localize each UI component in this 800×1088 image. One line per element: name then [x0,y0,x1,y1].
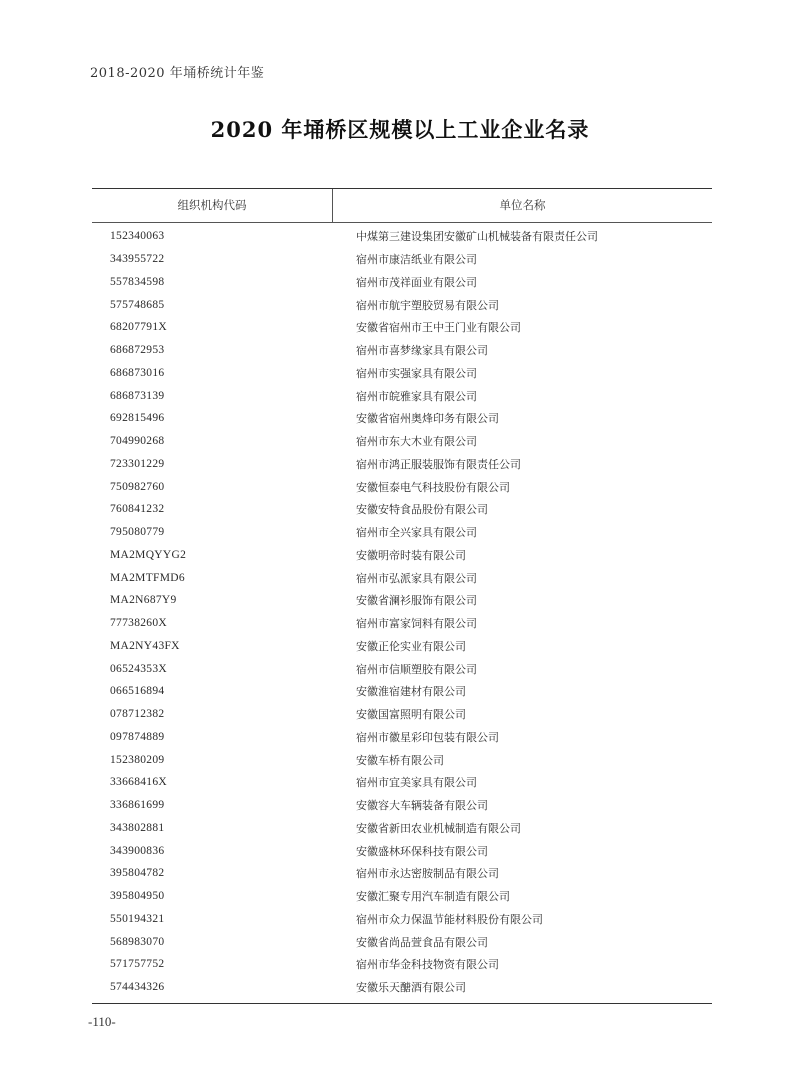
company-name-cell: 宿州市信顺塑胶有限公司 [356,662,477,676]
org-code-cell: 343955722 [110,253,165,266]
company-name-cell: 安徽盛林环保科技有限公司 [356,844,488,858]
enterprise-table [92,188,712,1004]
org-code-cell: MA2NY43FX [110,639,180,652]
table-row [92,225,712,248]
company-name-cell: 安徽汇聚专用汽车制造有限公司 [356,890,510,904]
org-code-cell: MA2MTFMD6 [110,571,185,584]
org-code-cell: 575748685 [110,298,165,311]
table-row [92,794,712,817]
table-row [92,566,712,589]
org-code-cell: 692815496 [110,412,165,425]
org-code-cell: 343802881 [110,821,165,834]
company-name-cell: 安徽省尚品萱食品有限公司 [356,935,488,949]
table-row [92,930,712,953]
company-name-cell: 宿州市徽星彩印包装有限公司 [356,730,499,744]
org-code-cell: MA2N687Y9 [110,594,177,607]
table-row [92,748,712,771]
company-name-cell: 宿州市永达密胺制品有限公司 [356,867,499,881]
company-name-cell: 宿州市皖雅家具有限公司 [356,389,477,403]
org-code-cell: 686873016 [110,366,165,379]
table-row [92,908,712,931]
table-row [92,839,712,862]
org-code-cell: 557834598 [110,275,165,288]
org-code-cell: 066516894 [110,685,165,698]
company-name-cell: 宿州市众力保温节能材料股份有限公司 [356,912,543,926]
company-name-cell: 安徽省新田农业机械制造有限公司 [356,821,521,835]
company-name-cell: 宿州市全兴家具有限公司 [356,526,477,540]
table-row [92,726,712,749]
company-name-cell: 安徽国富照明有限公司 [356,708,466,722]
company-name-cell: 宿州市茂祥面业有限公司 [356,275,477,289]
company-name-cell: 宿州市弘派家具有限公司 [356,571,477,585]
table-row [92,862,712,885]
table-row [92,771,712,794]
table-row [92,384,712,407]
table-row [92,407,712,430]
header-code: 组织机构代码 [92,189,333,222]
table-row [92,521,712,544]
table-header-row [92,189,712,223]
company-name-cell: 宿州市宜美家具有限公司 [356,776,477,790]
table-row [92,589,712,612]
company-name-cell: 安徽容大车辆装备有限公司 [356,799,488,813]
table-bottom-rule [92,1003,712,1004]
company-name-cell: 安徽乐天醣酒有限公司 [356,981,466,995]
org-code-cell: 571757752 [110,958,165,971]
org-code-cell: 33668416X [110,776,168,789]
org-code-cell: 395804950 [110,890,165,903]
org-code-cell: 68207791X [110,321,168,334]
table-row [92,362,712,385]
company-name-cell: 安徽车桥有限公司 [356,753,444,767]
table-row [92,953,712,976]
org-code-cell: 77738260X [110,617,168,630]
org-code-cell: 704990268 [110,435,165,448]
table-row [92,316,712,339]
company-name-cell: 安徽正伦实业有限公司 [356,639,466,653]
org-code-cell: MA2MQYYG2 [110,548,187,561]
table-row [92,430,712,453]
company-name-cell: 安徽省宿州奥烽印务有限公司 [356,412,499,426]
page-title: 2020 年埇桥区规模以上工业企业名录 [210,117,590,142]
company-name-cell: 安徽明帝时装有限公司 [356,548,466,562]
org-code-cell: 395804782 [110,867,165,880]
org-code-cell: 750982760 [110,480,165,493]
org-code-cell: 152380209 [110,753,165,766]
company-name-cell: 安徽恒泰电气科技股份有限公司 [356,480,510,494]
company-name-cell: 安徽省澜衫服饰有限公司 [356,594,477,608]
org-code-cell: 568983070 [110,935,165,948]
table-row [92,817,712,840]
org-code-cell: 686872953 [110,344,165,357]
header-name: 单位名称 [499,198,546,212]
table-row [92,544,712,567]
company-name-cell: 宿州市鸿正服装服饰有限责任公司 [356,457,521,471]
page-number: -110- [88,1014,116,1029]
table-row [92,271,712,294]
table-row [92,703,712,726]
org-code-cell: 760841232 [110,503,165,516]
company-name-cell: 安徽安特食品股份有限公司 [356,503,488,517]
company-name-cell: 宿州市航宇塑胶贸易有限公司 [356,298,499,312]
table-row [92,612,712,635]
table-body [92,223,712,1003]
table-row [92,339,712,362]
table-row [92,248,712,271]
table-row [92,680,712,703]
table-row [92,976,712,999]
table-row [92,657,712,680]
org-code-cell: 723301229 [110,457,165,470]
org-code-cell: 06524353X [110,662,168,675]
org-code-cell: 152340063 [110,230,165,243]
table-row [92,293,712,316]
org-code-cell: 343900836 [110,844,165,857]
company-name-cell: 宿州市富家饲料有限公司 [356,617,477,631]
company-name-cell: 宿州市实强家具有限公司 [356,366,477,380]
company-name-cell: 安徽省宿州市王中王门业有限公司 [356,321,521,335]
org-code-cell: 574434326 [110,981,165,994]
table-row [92,498,712,521]
company-name-cell: 宿州市康洁纸业有限公司 [356,253,477,267]
table-row [92,475,712,498]
table-row [92,885,712,908]
org-code-cell: 336861699 [110,799,165,812]
org-code-cell: 550194321 [110,912,165,925]
table-row [92,453,712,476]
company-name-cell: 宿州市华金科技物资有限公司 [356,958,499,972]
org-code-cell: 078712382 [110,708,165,721]
company-name-cell: 安徽淮宿建材有限公司 [356,685,466,699]
org-code-cell: 795080779 [110,526,165,539]
running-header: 2018-2020 年埇桥统计年鉴 [90,66,265,81]
org-code-cell: 097874889 [110,730,165,743]
company-name-cell: 中煤第三建设集团安徽矿山机械装备有限责任公司 [356,230,598,244]
company-name-cell: 宿州市喜梦缘家具有限公司 [356,344,488,358]
company-name-cell: 宿州市东大木业有限公司 [356,435,477,449]
org-code-cell: 686873139 [110,389,165,402]
table-row [92,635,712,658]
